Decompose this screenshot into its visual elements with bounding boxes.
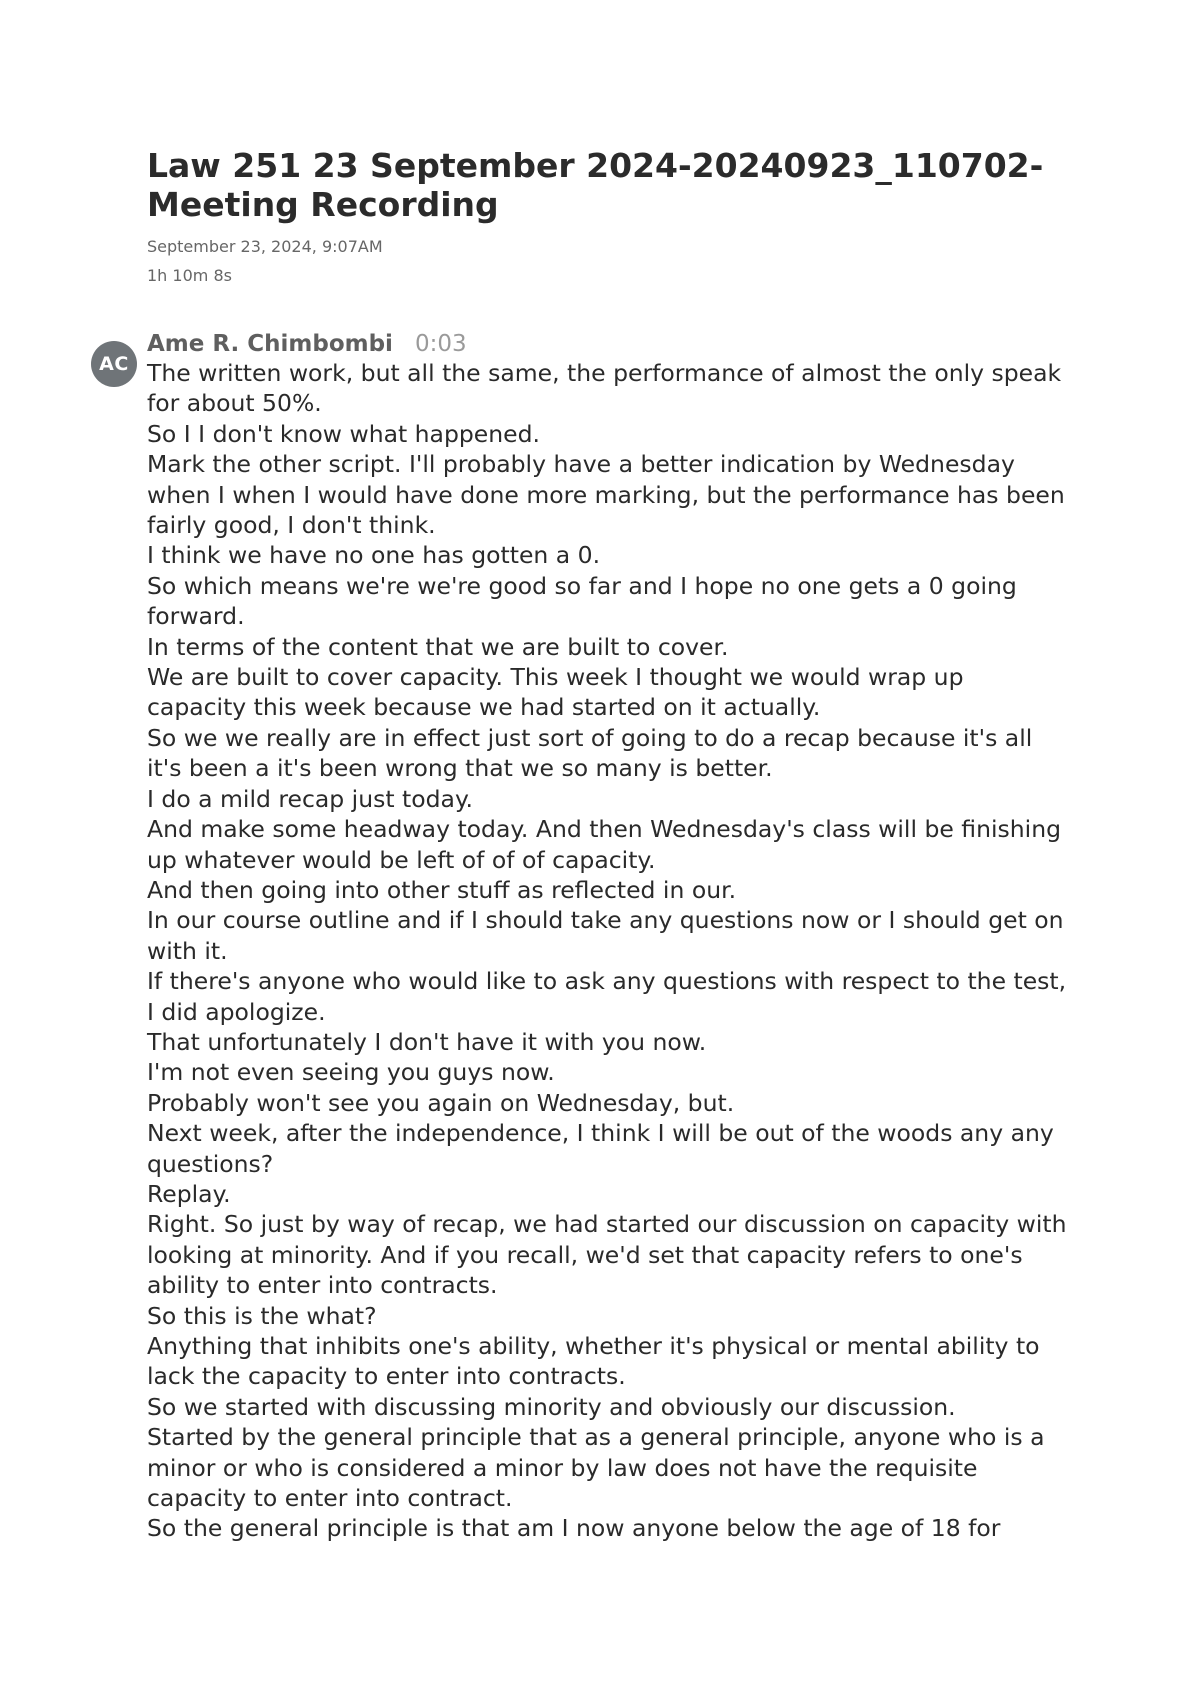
speaker-header bbox=[147, 330, 467, 358]
transcript-line: Right. So just by way of recap, we had started our discussion on capacity with looking at minority. And if you recall, we'd set that capacity refers to one's ability to enter into contracts. bbox=[147, 1210, 1067, 1300]
transcript-line: Replay. bbox=[147, 1179, 231, 1208]
transcript-line: Anything that inhibits one's ability, whether it's physical or mental ability to lack the capacity to enter into contracts. bbox=[147, 1332, 1040, 1391]
transcript-line: Started by the general principle that as a general principle, anyone who is a minor or who is considered a minor by law does not have the requisite capacity to enter into contract. bbox=[147, 1423, 1045, 1513]
transcript-line: So we started with discussing minority and obviously our discussion. bbox=[147, 1392, 956, 1421]
transcript-line: So we we really are in effect just sort of going to do a recap because it's all it's been a it's been wrong that we so many is better. bbox=[147, 723, 1033, 783]
transcript-line: In terms of the content that we are built to cover. bbox=[147, 632, 729, 661]
transcript-line: Probably won't see you again on Wednesday, but. bbox=[147, 1088, 735, 1117]
transcript-line: I'm not even seeing you guys now. bbox=[147, 1058, 555, 1087]
transcript-line: So this is the what? bbox=[147, 1301, 377, 1330]
transcript-line: And then going into other stuff as reflected in our. bbox=[147, 875, 737, 904]
transcript-line: The written work, but all the same, the performance of almost the only speak for about 50%. bbox=[147, 359, 1062, 418]
speaker-name: Ame R. Chimbombi bbox=[147, 331, 393, 357]
entry-timestamp: 0:03 bbox=[414, 331, 467, 357]
transcript-body bbox=[147, 358, 1067, 1544]
transcript-line: In our course outline and if I should take any questions now or I should get on with it. bbox=[147, 906, 1064, 965]
speaker-avatar: AC bbox=[91, 341, 137, 387]
transcript-line: I do a mild recap just today. bbox=[147, 784, 473, 813]
transcript-line: So which means we're we're good so far and I hope no one gets a 0 going forward. bbox=[147, 571, 1017, 631]
transcript-line: So I I don't know what happened. bbox=[147, 419, 540, 448]
transcript-line: If there's anyone who would like to ask any questions with respect to the test, I did apologize. bbox=[147, 967, 1067, 1026]
transcript-line: And make some headway today. And then Wednesday's class will be finishing up whatever would be left of of of capacity. bbox=[147, 815, 1062, 874]
transcript-line: Next week, after the independence, I think I will be out of the woods any any questions? bbox=[147, 1119, 1054, 1178]
recording-duration: 1h 10m 8s bbox=[147, 266, 232, 285]
transcript-line: Mark the other script. I'll probably have a better indication by Wednesday when I when I would have done more marking, but the performance has been fairly good, I don't think. bbox=[147, 450, 1065, 540]
document-title: Law 251 23 September 2024-20240923_110702-Meeting Recording bbox=[147, 146, 1044, 224]
transcript-line: We are built to cover capacity. This week I thought we would wrap up capacity this week because we had started on it actually. bbox=[147, 663, 964, 722]
transcript-line: So the general principle is that am I now anyone below the age of 18 for bbox=[147, 1514, 1001, 1543]
recording-date: September 23, 2024, 9:07AM bbox=[147, 237, 383, 256]
transcript-line: That unfortunately I don't have it with you now. bbox=[147, 1027, 707, 1056]
transcript-line: I think we have no one has gotten a 0. bbox=[147, 541, 601, 570]
